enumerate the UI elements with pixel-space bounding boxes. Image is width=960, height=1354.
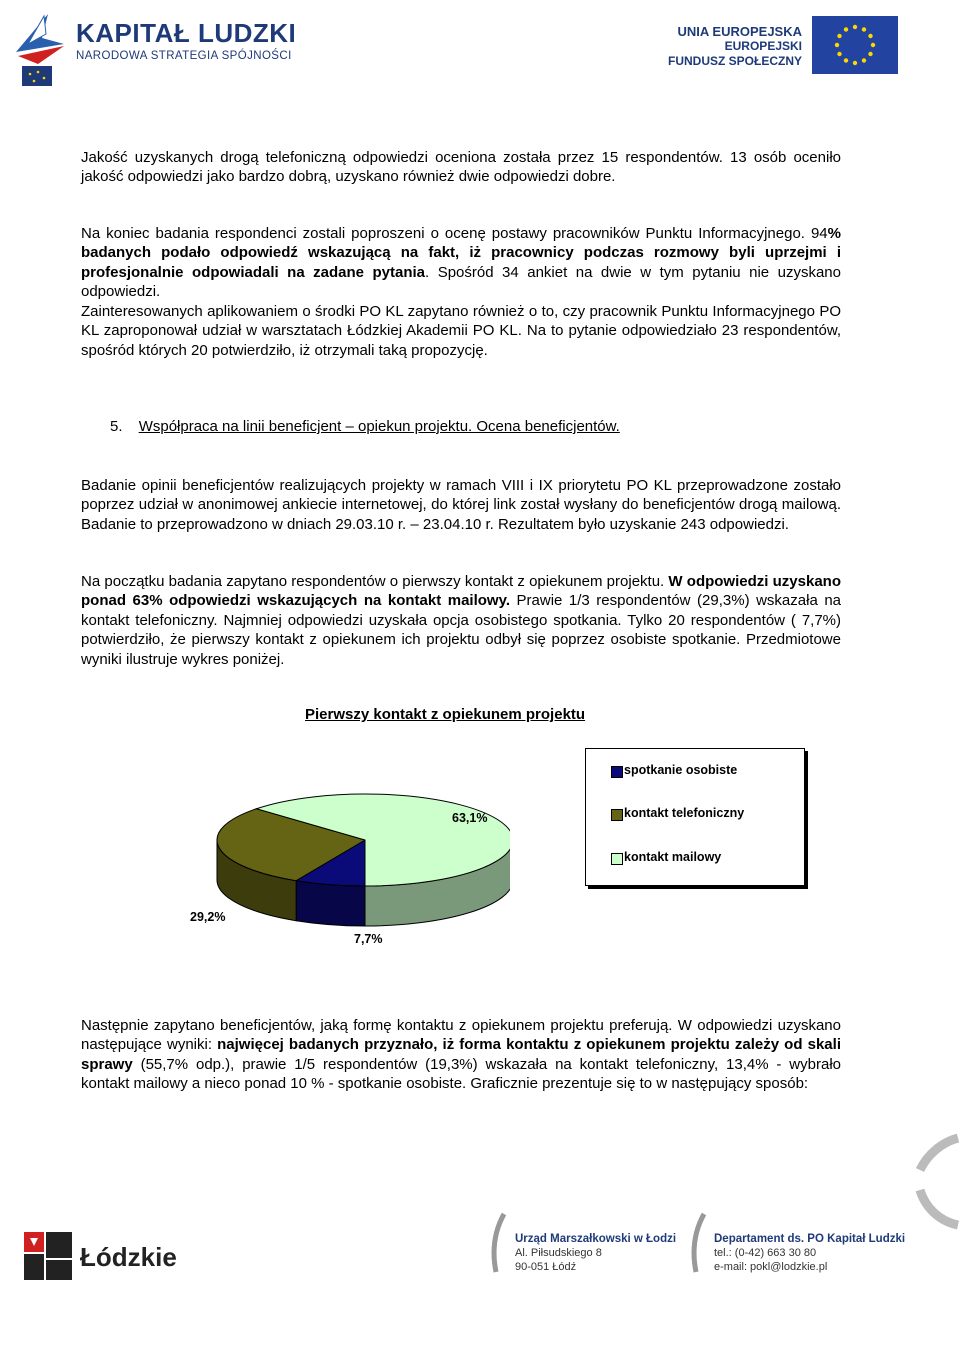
- p2-text-c: . Spośród 34 ankiet na dwie w tym pytaniu nie uzyskano odpowiedzi.: [81, 263, 841, 301]
- lodzkie-wordmark: Łódzkie: [80, 1242, 177, 1272]
- eu-line-3: FUNDUSZ SPOŁECZNY: [667, 54, 802, 68]
- decorative-arc-icon: [880, 1130, 960, 1230]
- p5-text-c: Prawie 1/3 respondentów (29,3%) wskazała na kontakt telefoniczny. Najmniej odpowiedzi uzyskała opcja osobistego spotkania. Tylko 20 respondentów ( 7,7%) potwierdziło, że pierwszy kontakt z opiekunem ich projektu odbył się poprzez osobiste spotkanie. Przedmiotowe wyniki ilustruje wykres poniżej.: [81, 592, 842, 668]
- paragraph-survey-intro: Badanie opinii beneficjentów realizujących projekty w ramach VIII i IX priorytetu PO KL przeprowadzone zostało poprzez udział w anonimowej ankiecie internetowej, do której link został wysłany do beneficjentów drogą mailową. Badanie to przeprowadzono w dniach 29.03.10 r. – 23.04.10 r. Rezultatem było uzyskanie 243 odpowiedzi.: [81, 477, 841, 533]
- paragraph-phone-quality: Jakość uzyskanych drogą telefoniczną odpowiedzi oceniona została przez 15 respondentów. 13 osób oceniło jakość odpowiedzi jako bardzo dobrą, uzyskano również dwie odpowiedzi dobre.: [81, 149, 841, 186]
- lodzkie-logo-icon: [24, 1232, 72, 1280]
- paragraph-preferred-contact: [81, 1016, 841, 1094]
- kapital-ludzki-title: KAPITAŁ LUDZKI: [76, 18, 297, 48]
- section-number: 5.: [110, 418, 123, 435]
- legend-swatch-telefoniczny: [611, 809, 623, 821]
- legend-swatch-mailowy: [611, 853, 623, 865]
- legend-label-mailowy: kontakt mailowy: [624, 850, 722, 864]
- legend-item-spotkanie: [624, 763, 737, 777]
- paragraph-staff-attitude: [81, 224, 841, 302]
- data-label-telefoniczny: 29,2%: [190, 910, 226, 924]
- eu-line-1: UNIA EUROPEJSKA: [677, 24, 802, 39]
- p2-text-b: % badanych podało odpowiedź wskazującą na fakt, iż pracownicy podczas rozmowy byli uprzejmi i profesjonalnie odpowiadali na zadane pytania: [81, 225, 841, 281]
- eu-line-2: EUROPEJSKI: [724, 39, 802, 53]
- p5-text-a: Na początku badania zapytano respondentów o pierwszy kontakt z opiekunem projektu.: [81, 573, 669, 590]
- eu-fund-text: [668, 24, 802, 69]
- department-contact: [714, 1232, 905, 1274]
- office-street: Al. Piłsudskiego 8: [515, 1247, 602, 1259]
- p5-text-b: W odpowiedzi uzyskano ponad 63% odpowiedzi wskazujących na kontakt mailowy.: [81, 573, 842, 610]
- dept-title: Departament ds. PO Kapitał Ludzki: [714, 1233, 906, 1245]
- legend-label-spotkanie: spotkanie osobiste: [624, 763, 738, 777]
- paragraph-workshops: Zainteresowanych aplikowaniem o środki PO KL zapytano również o to, czy pracownik Punktu Informacyjnego PO KL zaproponował udział w warsztatach Łódzkiej Akademii PO KL. Na to pytanie odpowiedziało 23 respondentów, spośród których 20 potwierdziło, iż otrzymali taką propozycję.: [81, 303, 841, 359]
- office-city: 90-051 Łódź: [515, 1261, 577, 1273]
- dept-brush-icon: [690, 1212, 710, 1274]
- p6-text-c: (55,7% odp.), prawie 1/5 respondentów (19,3%) wskazała na kontakt telefoniczny, 13,4% - wybrało kontakt mailowy a nieco ponad 10 % - spotkanie osobiste. Graficznie prezentuje się to w następujący sposób:: [81, 1055, 841, 1093]
- dept-phone: tel.: (0-42) 663 30 80: [714, 1247, 817, 1259]
- dept-email: e-mail: pokl@lodzkie.pl: [714, 1261, 828, 1273]
- office-brush-icon: [490, 1212, 510, 1274]
- chart-title: Pierwszy kontakt z opiekunem projektu: [305, 706, 586, 723]
- legend-label-telefoniczny: kontakt telefoniczny: [624, 806, 745, 820]
- pie-side-spotkanie: [296, 881, 365, 926]
- p6-text-a: Następnie zapytano beneficjentów, jaką formę kontaktu z opiekunem projektu preferują. W odpowiedzi uzyskano następujące wyniki:: [81, 1017, 841, 1054]
- kapital-ludzki-logo-icon: [8, 4, 78, 90]
- legend-swatch-spotkanie: [611, 766, 623, 778]
- legend-item-mailowy: [624, 850, 721, 864]
- p2-text-a: Na koniec badania respondenci zostali poproszeni o ocenę postawy pracowników Punktu Informacyjnego. 94: [81, 225, 828, 242]
- data-label-spotkanie: 7,7%: [354, 932, 383, 946]
- data-label-mailowy: 63,1%: [452, 811, 488, 825]
- paragraph-first-contact: [81, 572, 841, 669]
- chart-legend: [585, 748, 805, 886]
- legend-item-telefoniczny: [624, 806, 744, 820]
- section-heading: [110, 418, 620, 435]
- office-address: [515, 1232, 676, 1274]
- office-title: Urząd Marszałkowski w Łodzi: [515, 1233, 677, 1245]
- eu-flag-icon: [812, 16, 898, 74]
- section-title: Współpraca na linii beneficjent – opiekun projektu. Ocena beneficjentów.: [138, 418, 620, 435]
- p6-text-b: najwięcej badanych przyznało, iż forma kontaktu z opiekunem projektu zależy od skali sprawy: [81, 1036, 841, 1073]
- kapital-ludzki-subtitle: NARODOWA STRATEGIA SPÓJNOŚCI: [76, 50, 292, 62]
